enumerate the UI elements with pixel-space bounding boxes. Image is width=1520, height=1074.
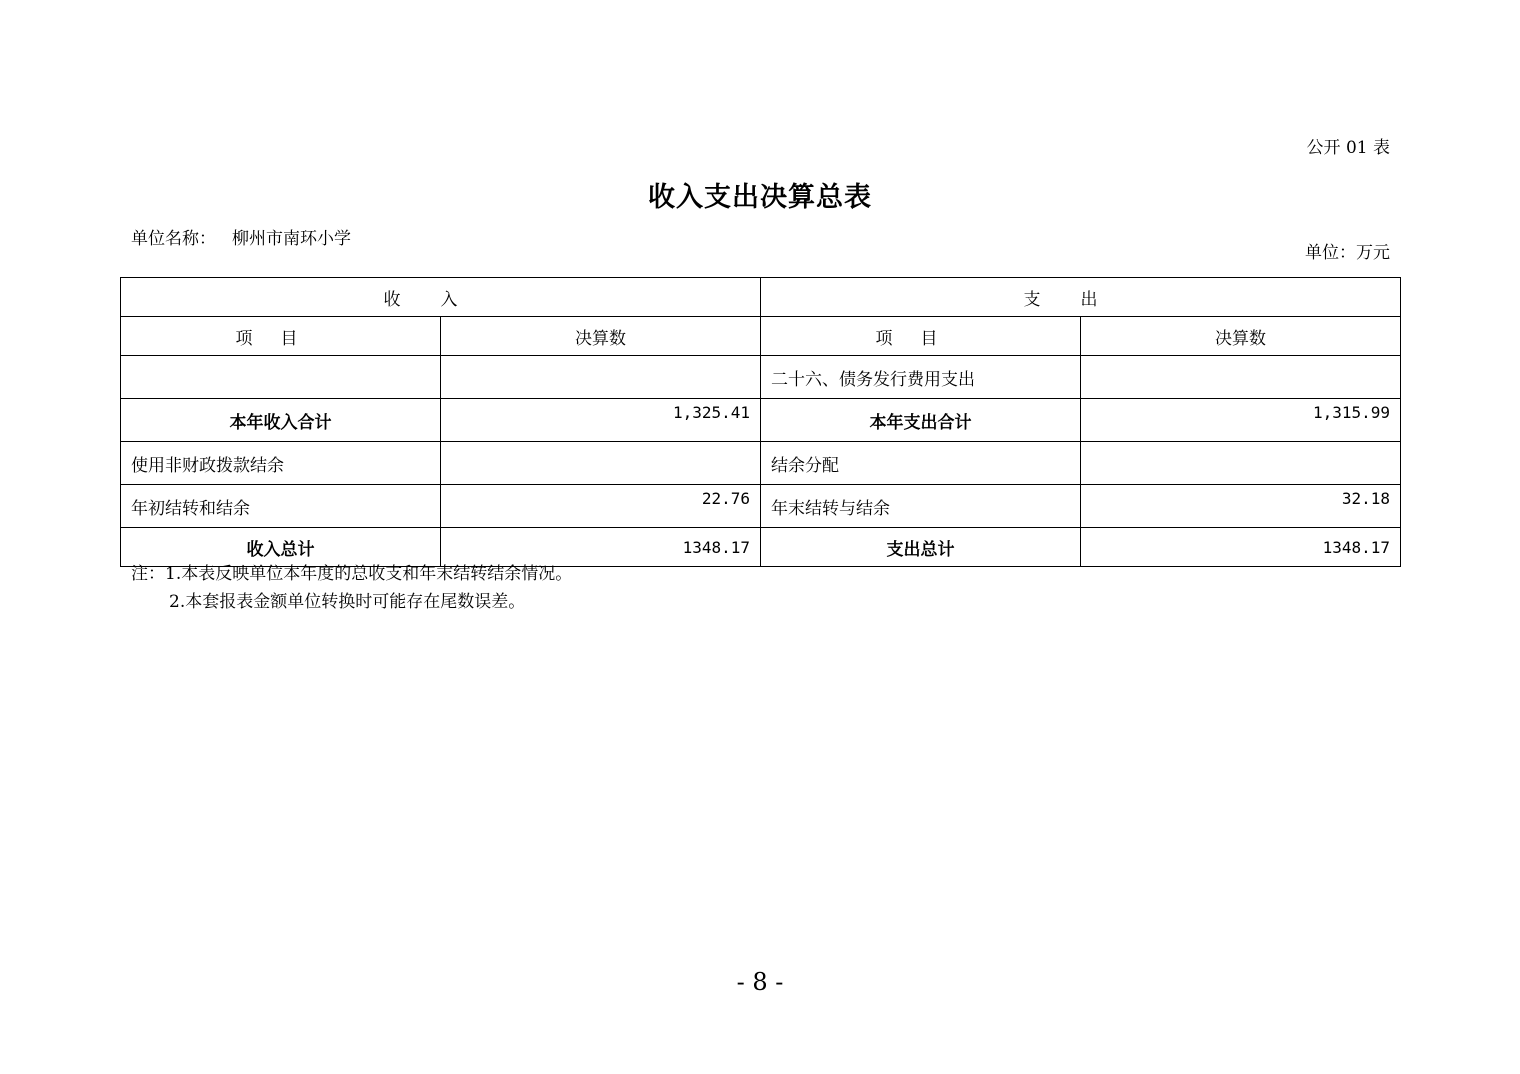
expense-amount [1081,356,1401,399]
notes [131,560,572,616]
unit-measure: 单位：万元 [1305,243,1390,263]
unit-name-value: 柳州市南环小学 [232,229,351,249]
note-line: 2.本套报表金额单位转换时可能存在尾数误差。 [169,592,526,612]
section-header-row [121,278,1401,317]
unit-name-line [131,224,351,249]
page-title: 收入支出决算总表 [648,182,872,213]
expense-amount: 1,315.99 [1081,399,1401,442]
table-row [121,442,1401,485]
table-row [121,356,1401,399]
expense-amount: 1348.17 [1081,528,1401,567]
form-code: 公开 01 表 [1306,138,1390,158]
income-item-header: 项目 [121,317,441,356]
income-item: 本年收入合计 [121,399,441,442]
expense-item: 二十六、债务发行费用支出 [761,356,1081,399]
expense-amount-header: 决算数 [1081,317,1401,356]
page-number: - 8 - [736,968,784,996]
income-amount-header: 决算数 [441,317,761,356]
income-item: 年初结转和结余 [121,485,441,528]
income-item: 使用非财政拨款结余 [121,442,441,485]
income-amount [441,356,761,399]
income-amount: 1,325.41 [441,399,761,442]
income-amount [441,442,761,485]
column-header-row [121,317,1401,356]
expense-item-header: 项目 [761,317,1081,356]
table-row [121,485,1401,528]
income-amount: 22.76 [441,485,761,528]
note-line: 注：1.本表反映单位本年度的总收支和年末结转结余情况。 [131,564,573,584]
income-header: 收入 [121,278,761,317]
expense-header: 支出 [761,278,1401,317]
table-row [121,399,1401,442]
expense-amount: 32.18 [1081,485,1401,528]
income-item [121,356,441,399]
expense-item: 本年支出合计 [761,399,1081,442]
income-expense-table [120,277,1401,567]
expense-amount [1081,442,1401,485]
expense-item: 结余分配 [761,442,1081,485]
income-amount: 1348.17 [441,528,761,567]
expense-item: 年末结转与结余 [761,485,1081,528]
expense-item: 支出总计 [761,528,1081,567]
income-item: 收入总计 [121,528,441,567]
unit-name-label: 单位名称： [131,229,216,249]
